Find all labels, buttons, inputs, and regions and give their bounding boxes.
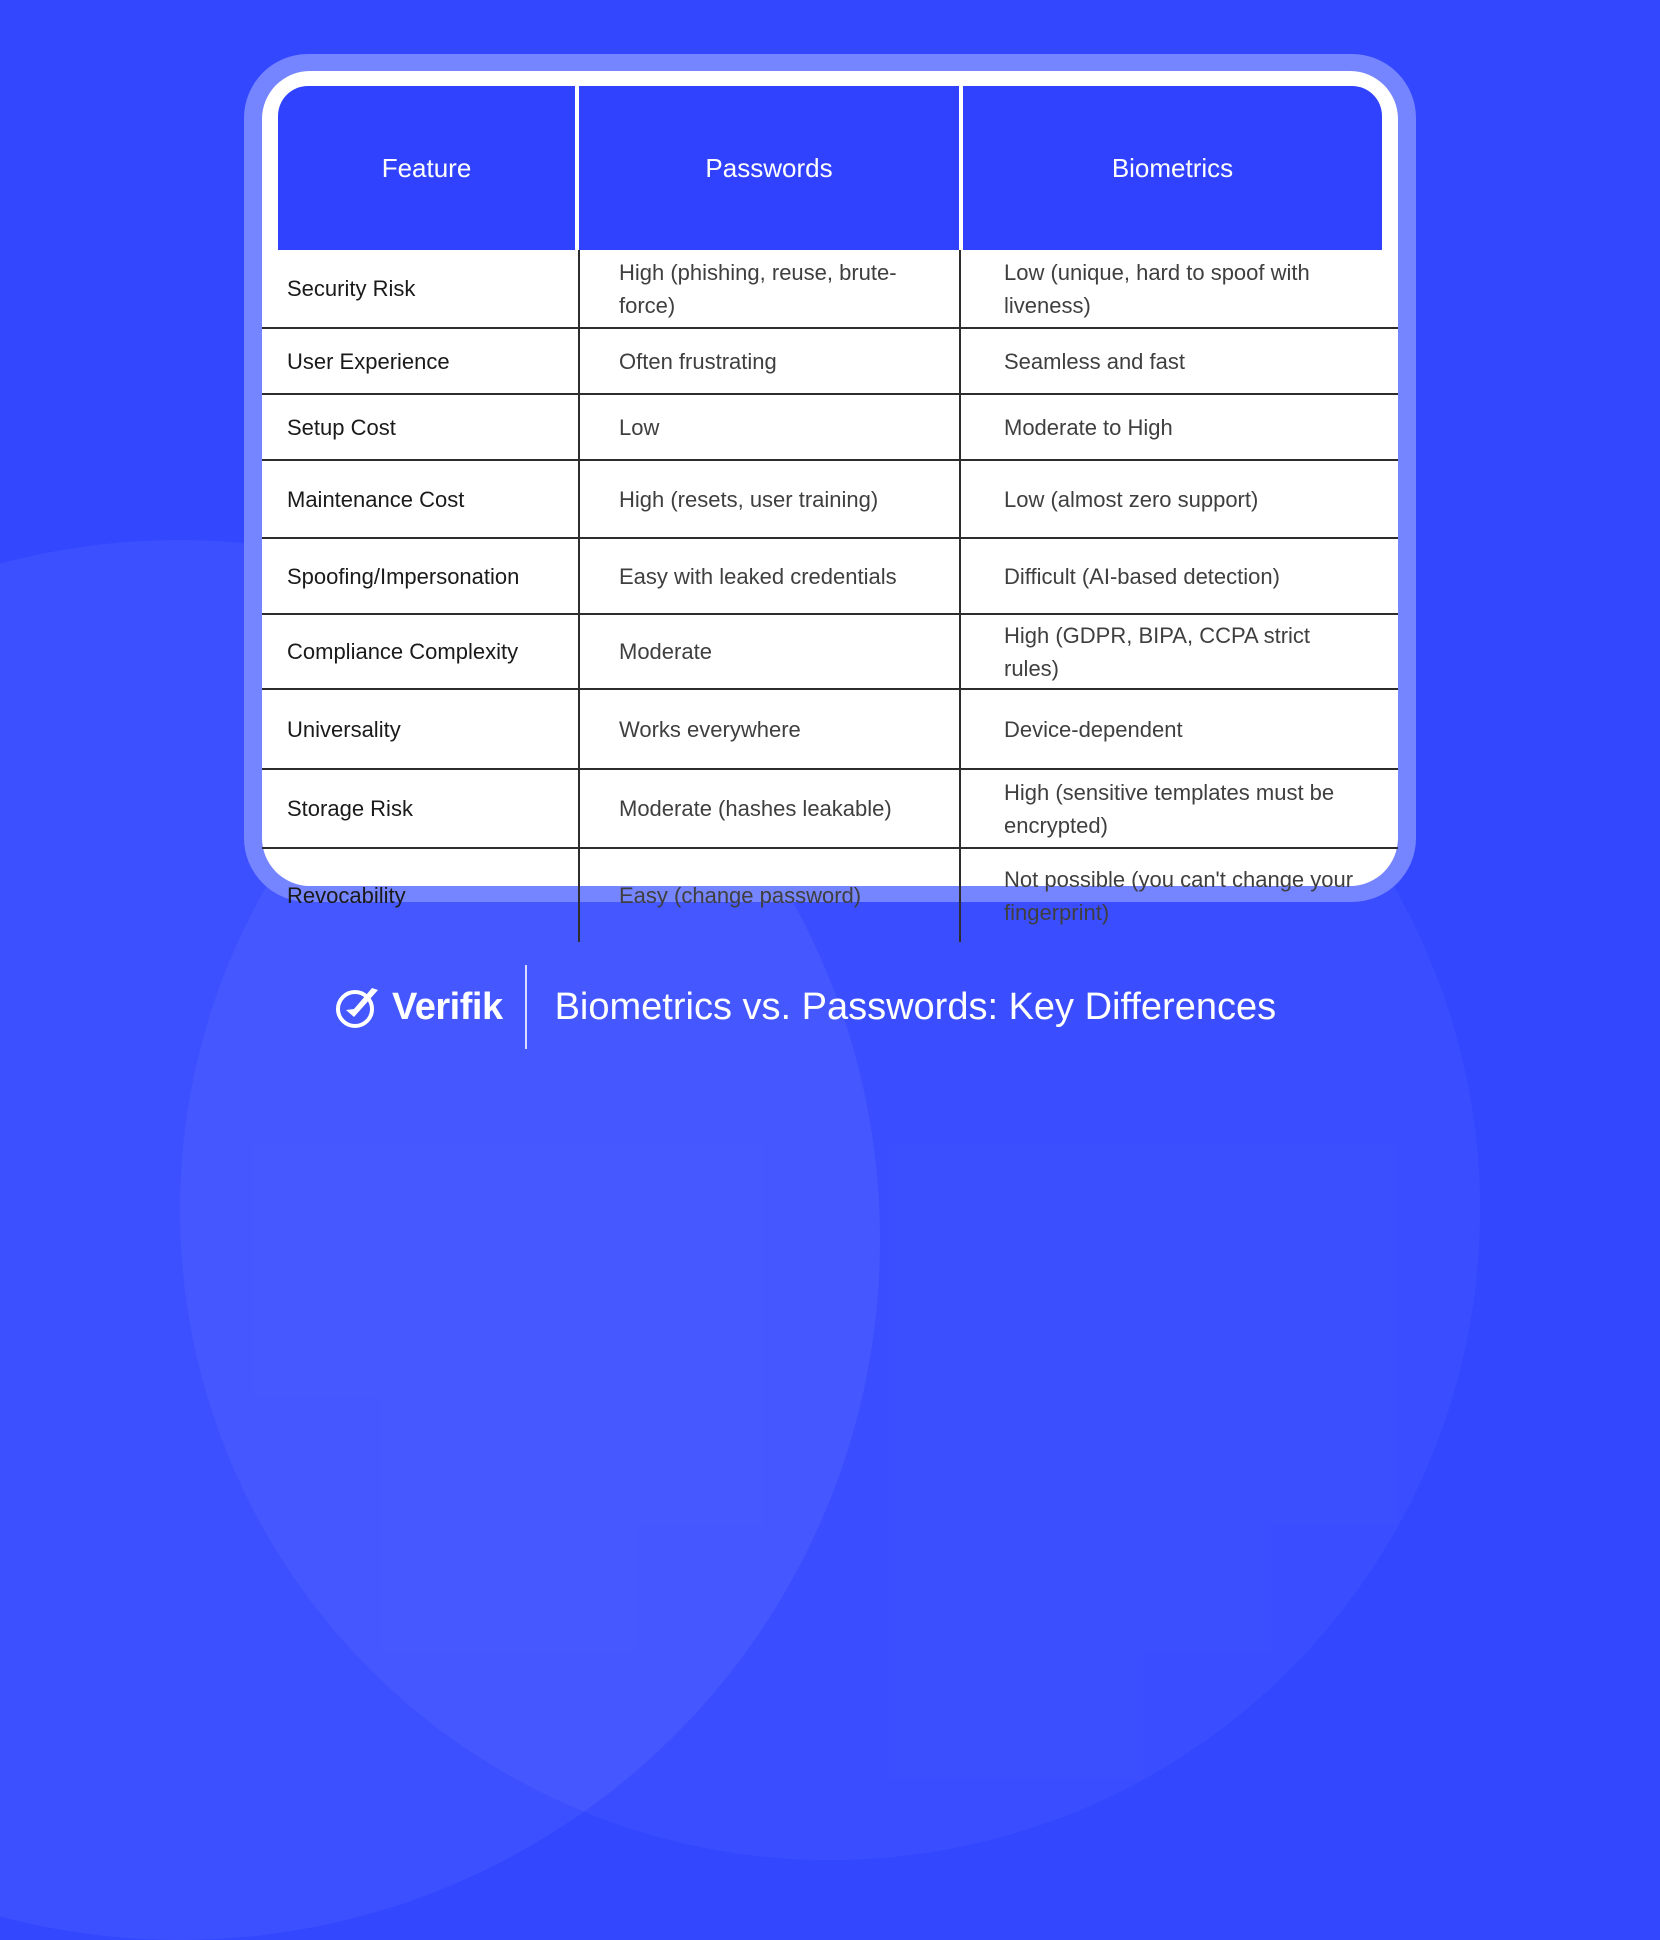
footer-divider: [525, 965, 527, 1049]
feature-cell: Storage Risk: [262, 770, 580, 847]
table-row: [262, 849, 1398, 942]
footer-title: Biometrics vs. Passwords: Key Differences: [554, 985, 1277, 1028]
table-row: [262, 461, 1398, 539]
passwords-cell: Low: [580, 395, 961, 459]
table-row: [262, 770, 1398, 849]
table-row: [262, 329, 1398, 395]
biometrics-cell: High (sensitive templates must be encrypted): [1004, 779, 1335, 838]
table-row: [262, 539, 1398, 615]
table-row: [262, 395, 1398, 461]
feature-cell: Setup Cost: [262, 395, 580, 459]
feature-cell: Spoofing/Impersonation: [262, 539, 580, 613]
biometrics-cell: Not possible (you can't change your fingerprint): [1004, 866, 1354, 925]
passwords-cell: High (phishing, reuse, brute-force): [580, 250, 961, 327]
header-biometrics: Biometrics: [1111, 152, 1234, 183]
feature-cell: Revocability: [262, 849, 580, 942]
passwords-cell: Often frustrating: [580, 329, 961, 393]
verifik-logo: [334, 984, 503, 1030]
feature-cell: Compliance Complexity: [262, 615, 580, 688]
footer: [334, 964, 1276, 1050]
header-feature: Feature: [278, 86, 579, 250]
passwords-cell: Moderate: [580, 615, 961, 688]
passwords-cell: Works everywhere: [580, 690, 961, 768]
biometrics-cell: Seamless and fast: [1004, 348, 1185, 374]
passwords-cell: Easy with leaked credentials: [580, 539, 961, 613]
biometrics-cell: Low (unique, hard to spoof with liveness): [1004, 259, 1310, 318]
biometrics-cell: Device-dependent: [1004, 716, 1183, 742]
passwords-cell: Moderate (hashes leakable): [580, 770, 961, 847]
biometrics-cell: Low (almost zero support): [1004, 486, 1259, 512]
verifik-check-logo-icon: [334, 984, 382, 1030]
biometrics-cell: Difficult (AI-based detection): [1004, 563, 1280, 589]
feature-cell: Universality: [262, 690, 580, 768]
table-row: [262, 250, 1398, 329]
comparison-table-card: [262, 71, 1398, 925]
feature-cell: User Experience: [262, 329, 580, 393]
header-passwords: Passwords: [579, 86, 963, 250]
table-body: [262, 250, 1398, 942]
logo-text: Verifik: [392, 985, 503, 1028]
biometrics-cell: High (GDPR, BIPA, CCPA strict rules): [1004, 622, 1311, 681]
feature-cell: Maintenance Cost: [262, 461, 580, 537]
passwords-cell: Easy (change password): [580, 849, 961, 942]
table-row: [262, 615, 1398, 690]
biometrics-cell: Moderate to High: [1004, 414, 1173, 440]
feature-cell: Security Risk: [262, 250, 580, 327]
passwords-cell: High (resets, user training): [580, 461, 961, 537]
table-header-row: [278, 86, 1382, 250]
table-row: [262, 690, 1398, 770]
